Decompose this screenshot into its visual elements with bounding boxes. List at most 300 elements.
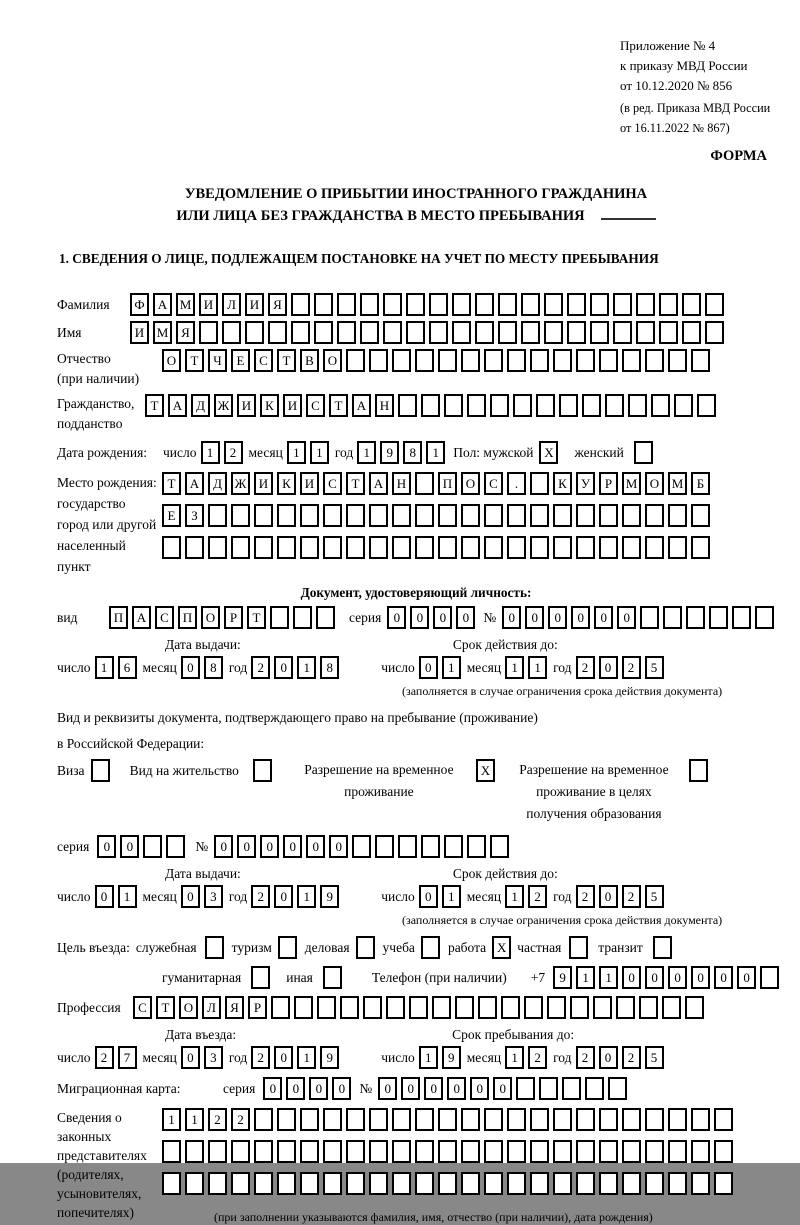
char-cell[interactable]: [585, 1077, 604, 1100]
char-cell[interactable]: [415, 1172, 434, 1195]
char-cell[interactable]: [429, 293, 448, 316]
char-cell[interactable]: .: [507, 472, 526, 495]
char-cell[interactable]: [314, 321, 333, 344]
char-cell[interactable]: [553, 349, 572, 372]
char-cell[interactable]: О: [323, 349, 342, 372]
char-cell[interactable]: [346, 1108, 365, 1131]
char-cell[interactable]: С: [323, 472, 342, 495]
char-cell[interactable]: С: [484, 472, 503, 495]
char-cell[interactable]: [498, 293, 517, 316]
char-cell[interactable]: [691, 1172, 710, 1195]
char-cell[interactable]: [691, 1108, 710, 1131]
char-cell[interactable]: [521, 293, 540, 316]
char-cell[interactable]: 9: [442, 1046, 461, 1069]
char-cell[interactable]: [461, 349, 480, 372]
char-cell[interactable]: 0: [599, 1046, 618, 1069]
char-cell[interactable]: [392, 1108, 411, 1131]
char-cell[interactable]: [277, 1108, 296, 1131]
char-cell[interactable]: [662, 996, 681, 1019]
char-cell[interactable]: О: [201, 606, 220, 629]
char-cell[interactable]: [507, 1140, 526, 1163]
char-cell[interactable]: 0: [599, 656, 618, 679]
char-cell[interactable]: 2: [251, 885, 270, 908]
char-cell[interactable]: Т: [156, 996, 175, 1019]
char-cell[interactable]: 1: [287, 441, 306, 464]
char-cell[interactable]: 1: [310, 441, 329, 464]
char-cell[interactable]: 0: [283, 835, 302, 858]
char-cell[interactable]: [415, 1140, 434, 1163]
char-cell[interactable]: [461, 1140, 480, 1163]
char-cell[interactable]: 1: [442, 656, 461, 679]
char-cell[interactable]: [277, 536, 296, 559]
char-cell[interactable]: [369, 1108, 388, 1131]
char-cell[interactable]: С: [254, 349, 273, 372]
char-cell[interactable]: [323, 536, 342, 559]
char-cell[interactable]: [599, 1108, 618, 1131]
char-cell[interactable]: Н: [375, 394, 394, 417]
char-cell[interactable]: 1: [426, 441, 445, 464]
char-cell[interactable]: 0: [594, 606, 613, 629]
char-cell[interactable]: П: [109, 606, 128, 629]
char-cell[interactable]: 1: [185, 1108, 204, 1131]
char-cell[interactable]: 0: [691, 966, 710, 989]
char-cell[interactable]: 0: [181, 656, 200, 679]
char-cell[interactable]: 0: [120, 835, 139, 858]
char-cell[interactable]: 0: [470, 1077, 489, 1100]
char-cell[interactable]: 0: [622, 966, 641, 989]
char-cell[interactable]: [613, 321, 632, 344]
char-cell[interactable]: [668, 536, 687, 559]
char-cell[interactable]: 1: [599, 966, 618, 989]
char-cell[interactable]: 0: [419, 656, 438, 679]
char-cell[interactable]: [553, 536, 572, 559]
char-cell[interactable]: О: [179, 996, 198, 1019]
char-cell[interactable]: [576, 1140, 595, 1163]
char-cell[interactable]: [645, 1108, 664, 1131]
char-cell[interactable]: [645, 504, 664, 527]
char-cell[interactable]: П: [178, 606, 197, 629]
char-cell[interactable]: X: [492, 936, 511, 959]
char-cell[interactable]: [300, 1140, 319, 1163]
char-cell[interactable]: [576, 1108, 595, 1131]
char-cell[interactable]: 9: [320, 885, 339, 908]
char-cell[interactable]: 0: [525, 606, 544, 629]
char-cell[interactable]: [576, 536, 595, 559]
char-cell[interactable]: [421, 835, 440, 858]
char-cell[interactable]: [668, 1108, 687, 1131]
char-cell[interactable]: Ф: [130, 293, 149, 316]
char-cell[interactable]: 0: [737, 966, 756, 989]
char-cell[interactable]: М: [176, 293, 195, 316]
char-cell[interactable]: [622, 536, 641, 559]
char-cell[interactable]: [622, 1172, 641, 1195]
char-cell[interactable]: И: [237, 394, 256, 417]
char-cell[interactable]: 1: [528, 656, 547, 679]
char-cell[interactable]: [576, 1172, 595, 1195]
char-cell[interactable]: [689, 759, 708, 782]
char-cell[interactable]: [622, 1108, 641, 1131]
char-cell[interactable]: И: [254, 472, 273, 495]
char-cell[interactable]: 2: [576, 1046, 595, 1069]
char-cell[interactable]: [185, 1140, 204, 1163]
char-cell[interactable]: [484, 1172, 503, 1195]
char-cell[interactable]: О: [162, 349, 181, 372]
char-cell[interactable]: [668, 504, 687, 527]
char-cell[interactable]: [166, 835, 185, 858]
char-cell[interactable]: [277, 1140, 296, 1163]
char-cell[interactable]: [392, 349, 411, 372]
char-cell[interactable]: [91, 759, 110, 782]
char-cell[interactable]: 1: [297, 885, 316, 908]
char-cell[interactable]: X: [476, 759, 495, 782]
char-cell[interactable]: [162, 1172, 181, 1195]
char-cell[interactable]: [521, 321, 540, 344]
char-cell[interactable]: [682, 293, 701, 316]
char-cell[interactable]: [162, 536, 181, 559]
char-cell[interactable]: И: [300, 472, 319, 495]
char-cell[interactable]: Д: [191, 394, 210, 417]
char-cell[interactable]: [337, 321, 356, 344]
char-cell[interactable]: О: [645, 472, 664, 495]
char-cell[interactable]: [507, 1172, 526, 1195]
char-cell[interactable]: [360, 321, 379, 344]
char-cell[interactable]: А: [153, 293, 172, 316]
char-cell[interactable]: 0: [599, 885, 618, 908]
char-cell[interactable]: [507, 504, 526, 527]
char-cell[interactable]: [386, 996, 405, 1019]
char-cell[interactable]: Р: [224, 606, 243, 629]
char-cell[interactable]: [467, 394, 486, 417]
char-cell[interactable]: [346, 1172, 365, 1195]
char-cell[interactable]: [553, 1172, 572, 1195]
char-cell[interactable]: [599, 536, 618, 559]
char-cell[interactable]: [686, 606, 705, 629]
char-cell[interactable]: 0: [387, 606, 406, 629]
char-cell[interactable]: 0: [378, 1077, 397, 1100]
char-cell[interactable]: [622, 1140, 641, 1163]
char-cell[interactable]: [608, 1077, 627, 1100]
char-cell[interactable]: [231, 1140, 250, 1163]
char-cell[interactable]: [369, 536, 388, 559]
char-cell[interactable]: С: [155, 606, 174, 629]
char-cell[interactable]: А: [369, 472, 388, 495]
char-cell[interactable]: [530, 1108, 549, 1131]
char-cell[interactable]: [576, 504, 595, 527]
char-cell[interactable]: [278, 936, 297, 959]
char-cell[interactable]: Ч: [208, 349, 227, 372]
char-cell[interactable]: [231, 504, 250, 527]
char-cell[interactable]: [421, 394, 440, 417]
char-cell[interactable]: Т: [346, 472, 365, 495]
char-cell[interactable]: [674, 394, 693, 417]
char-cell[interactable]: [346, 504, 365, 527]
char-cell[interactable]: Ж: [214, 394, 233, 417]
char-cell[interactable]: П: [438, 472, 457, 495]
char-cell[interactable]: К: [260, 394, 279, 417]
char-cell[interactable]: 1: [576, 966, 595, 989]
char-cell[interactable]: 0: [97, 835, 116, 858]
char-cell[interactable]: 0: [433, 606, 452, 629]
char-cell[interactable]: 8: [320, 656, 339, 679]
char-cell[interactable]: [415, 536, 434, 559]
char-cell[interactable]: [392, 536, 411, 559]
char-cell[interactable]: [639, 996, 658, 1019]
char-cell[interactable]: 9: [320, 1046, 339, 1069]
char-cell[interactable]: [383, 293, 402, 316]
char-cell[interactable]: 0: [95, 885, 114, 908]
char-cell[interactable]: [162, 1140, 181, 1163]
char-cell[interactable]: [507, 536, 526, 559]
char-cell[interactable]: И: [245, 293, 264, 316]
char-cell[interactable]: Ж: [231, 472, 250, 495]
char-cell[interactable]: [576, 349, 595, 372]
char-cell[interactable]: [398, 394, 417, 417]
char-cell[interactable]: [697, 394, 716, 417]
char-cell[interactable]: [369, 1140, 388, 1163]
char-cell[interactable]: [452, 293, 471, 316]
char-cell[interactable]: 2: [95, 1046, 114, 1069]
char-cell[interactable]: [714, 1108, 733, 1131]
char-cell[interactable]: [484, 536, 503, 559]
char-cell[interactable]: [682, 321, 701, 344]
char-cell[interactable]: Б: [691, 472, 710, 495]
char-cell[interactable]: [438, 349, 457, 372]
char-cell[interactable]: 9: [380, 441, 399, 464]
char-cell[interactable]: 0: [617, 606, 636, 629]
char-cell[interactable]: [254, 536, 273, 559]
char-cell[interactable]: [406, 321, 425, 344]
char-cell[interactable]: 2: [224, 441, 243, 464]
char-cell[interactable]: [760, 966, 779, 989]
char-cell[interactable]: [651, 394, 670, 417]
char-cell[interactable]: [300, 536, 319, 559]
char-cell[interactable]: 1: [505, 656, 524, 679]
char-cell[interactable]: [622, 504, 641, 527]
char-cell[interactable]: [640, 606, 659, 629]
char-cell[interactable]: М: [668, 472, 687, 495]
char-cell[interactable]: [461, 1172, 480, 1195]
char-cell[interactable]: 0: [181, 885, 200, 908]
char-cell[interactable]: [530, 472, 549, 495]
char-cell[interactable]: Е: [162, 504, 181, 527]
char-cell[interactable]: [501, 996, 520, 1019]
char-cell[interactable]: [340, 996, 359, 1019]
char-cell[interactable]: [293, 606, 312, 629]
char-cell[interactable]: Т: [185, 349, 204, 372]
char-cell[interactable]: [709, 606, 728, 629]
char-cell[interactable]: А: [132, 606, 151, 629]
char-cell[interactable]: 0: [419, 885, 438, 908]
char-cell[interactable]: В: [300, 349, 319, 372]
char-cell[interactable]: [323, 504, 342, 527]
char-cell[interactable]: [507, 1108, 526, 1131]
char-cell[interactable]: [438, 1172, 457, 1195]
char-cell[interactable]: [438, 504, 457, 527]
char-cell[interactable]: [668, 349, 687, 372]
char-cell[interactable]: 1: [442, 885, 461, 908]
char-cell[interactable]: И: [283, 394, 302, 417]
char-cell[interactable]: [691, 349, 710, 372]
char-cell[interactable]: 1: [201, 441, 220, 464]
char-cell[interactable]: [569, 936, 588, 959]
char-cell[interactable]: [668, 1140, 687, 1163]
char-cell[interactable]: [553, 504, 572, 527]
char-cell[interactable]: [755, 606, 774, 629]
char-cell[interactable]: 0: [502, 606, 521, 629]
char-cell[interactable]: А: [352, 394, 371, 417]
char-cell[interactable]: [691, 536, 710, 559]
char-cell[interactable]: [398, 835, 417, 858]
char-cell[interactable]: М: [153, 321, 172, 344]
char-cell[interactable]: 0: [332, 1077, 351, 1100]
char-cell[interactable]: [409, 996, 428, 1019]
char-cell[interactable]: [645, 536, 664, 559]
char-cell[interactable]: [461, 504, 480, 527]
char-cell[interactable]: [323, 1140, 342, 1163]
char-cell[interactable]: 9: [553, 966, 572, 989]
char-cell[interactable]: [270, 606, 289, 629]
char-cell[interactable]: [452, 321, 471, 344]
char-cell[interactable]: X: [539, 441, 558, 464]
char-cell[interactable]: Л: [202, 996, 221, 1019]
char-cell[interactable]: У: [576, 472, 595, 495]
char-cell[interactable]: [530, 349, 549, 372]
char-cell[interactable]: [337, 293, 356, 316]
char-cell[interactable]: 5: [645, 1046, 664, 1069]
char-cell[interactable]: [461, 536, 480, 559]
char-cell[interactable]: [271, 996, 290, 1019]
char-cell[interactable]: [375, 835, 394, 858]
char-cell[interactable]: [668, 1172, 687, 1195]
char-cell[interactable]: [593, 996, 612, 1019]
char-cell[interactable]: [530, 536, 549, 559]
char-cell[interactable]: И: [199, 293, 218, 316]
char-cell[interactable]: [231, 1172, 250, 1195]
char-cell[interactable]: [544, 321, 563, 344]
char-cell[interactable]: [544, 293, 563, 316]
char-cell[interactable]: [251, 966, 270, 989]
char-cell[interactable]: [356, 936, 375, 959]
char-cell[interactable]: 0: [645, 966, 664, 989]
char-cell[interactable]: 0: [260, 835, 279, 858]
char-cell[interactable]: [553, 1108, 572, 1131]
char-cell[interactable]: Т: [162, 472, 181, 495]
char-cell[interactable]: [291, 293, 310, 316]
char-cell[interactable]: 2: [622, 656, 641, 679]
char-cell[interactable]: [392, 504, 411, 527]
char-cell[interactable]: [653, 936, 672, 959]
char-cell[interactable]: [392, 1172, 411, 1195]
char-cell[interactable]: Т: [145, 394, 164, 417]
char-cell[interactable]: [277, 504, 296, 527]
char-cell[interactable]: 2: [528, 885, 547, 908]
char-cell[interactable]: [636, 321, 655, 344]
char-cell[interactable]: [714, 1172, 733, 1195]
char-cell[interactable]: 2: [622, 1046, 641, 1069]
char-cell[interactable]: К: [553, 472, 572, 495]
char-cell[interactable]: Т: [329, 394, 348, 417]
char-cell[interactable]: [208, 536, 227, 559]
char-cell[interactable]: 0: [668, 966, 687, 989]
char-cell[interactable]: 1: [505, 885, 524, 908]
char-cell[interactable]: [484, 1140, 503, 1163]
char-cell[interactable]: О: [461, 472, 480, 495]
char-cell[interactable]: Р: [248, 996, 267, 1019]
char-cell[interactable]: Я: [225, 996, 244, 1019]
char-cell[interactable]: [455, 996, 474, 1019]
char-cell[interactable]: [369, 349, 388, 372]
char-cell[interactable]: 2: [251, 1046, 270, 1069]
char-cell[interactable]: [253, 759, 272, 782]
char-cell[interactable]: [406, 293, 425, 316]
char-cell[interactable]: [599, 504, 618, 527]
char-cell[interactable]: [478, 996, 497, 1019]
char-cell[interactable]: [300, 504, 319, 527]
char-cell[interactable]: А: [168, 394, 187, 417]
char-cell[interactable]: [524, 996, 543, 1019]
char-cell[interactable]: 5: [645, 656, 664, 679]
char-cell[interactable]: З: [185, 504, 204, 527]
char-cell[interactable]: [590, 321, 609, 344]
char-cell[interactable]: [490, 394, 509, 417]
char-cell[interactable]: 0: [424, 1077, 443, 1100]
char-cell[interactable]: 0: [214, 835, 233, 858]
char-cell[interactable]: [300, 1108, 319, 1131]
char-cell[interactable]: [475, 321, 494, 344]
char-cell[interactable]: [208, 1172, 227, 1195]
char-cell[interactable]: [634, 441, 653, 464]
char-cell[interactable]: Е: [231, 349, 250, 372]
char-cell[interactable]: [547, 996, 566, 1019]
char-cell[interactable]: 0: [274, 656, 293, 679]
char-cell[interactable]: Я: [268, 293, 287, 316]
char-cell[interactable]: 0: [309, 1077, 328, 1100]
char-cell[interactable]: 2: [251, 656, 270, 679]
char-cell[interactable]: 1: [357, 441, 376, 464]
char-cell[interactable]: [277, 1172, 296, 1195]
char-cell[interactable]: [205, 936, 224, 959]
char-cell[interactable]: [513, 394, 532, 417]
char-cell[interactable]: [539, 1077, 558, 1100]
char-cell[interactable]: 5: [645, 885, 664, 908]
char-cell[interactable]: [254, 1108, 273, 1131]
char-cell[interactable]: [245, 321, 264, 344]
char-cell[interactable]: [659, 293, 678, 316]
char-cell[interactable]: [590, 293, 609, 316]
char-cell[interactable]: [346, 536, 365, 559]
char-cell[interactable]: [323, 1108, 342, 1131]
char-cell[interactable]: 1: [95, 656, 114, 679]
char-cell[interactable]: 1: [297, 1046, 316, 1069]
char-cell[interactable]: [530, 504, 549, 527]
char-cell[interactable]: [553, 1140, 572, 1163]
char-cell[interactable]: [317, 996, 336, 1019]
char-cell[interactable]: 3: [204, 1046, 223, 1069]
char-cell[interactable]: [613, 293, 632, 316]
char-cell[interactable]: [369, 504, 388, 527]
char-cell[interactable]: [599, 1172, 618, 1195]
char-cell[interactable]: [714, 1140, 733, 1163]
char-cell[interactable]: [444, 835, 463, 858]
char-cell[interactable]: Я: [176, 321, 195, 344]
char-cell[interactable]: [363, 996, 382, 1019]
char-cell[interactable]: [622, 349, 641, 372]
char-cell[interactable]: [231, 536, 250, 559]
char-cell[interactable]: 2: [576, 885, 595, 908]
char-cell[interactable]: 7: [118, 1046, 137, 1069]
char-cell[interactable]: [444, 394, 463, 417]
char-cell[interactable]: [691, 1140, 710, 1163]
